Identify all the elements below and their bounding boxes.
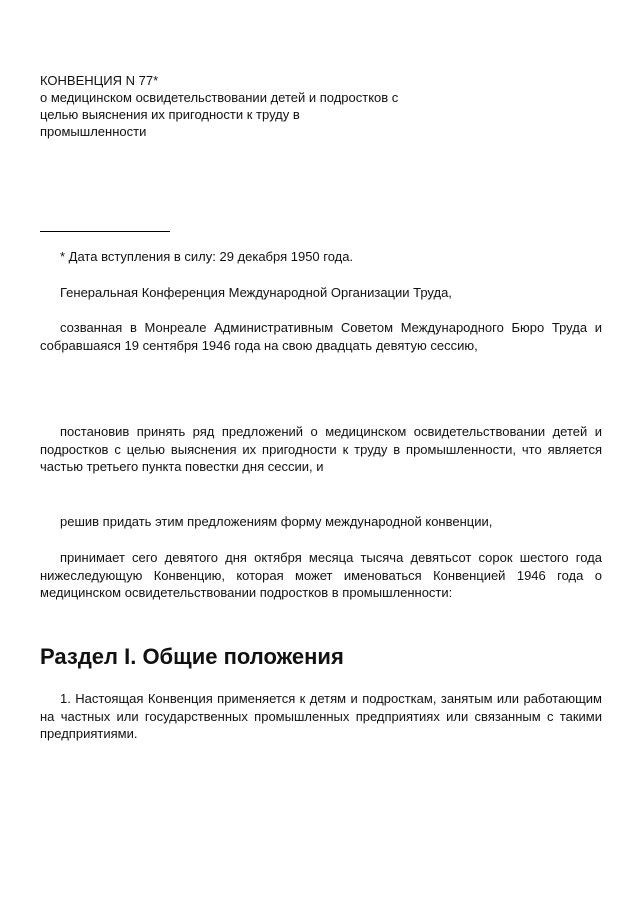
- title-line: промышленности: [40, 124, 147, 139]
- title-line: целью выяснения их пригодности к труду в: [40, 107, 300, 122]
- article-paragraph: 1. Настоящая Конвенция применяется к детям и подросткам, занятым или работающим на частных или государственных промышленных предприятиях или связанным с такими предприятиями.: [40, 691, 602, 741]
- preamble-paragraph: решив придать этим предложениям форму международной конвенции,: [60, 514, 493, 529]
- title-line: о медицинском освидетельствовании детей и подростков с: [40, 90, 399, 105]
- preamble-paragraph: Генеральная Конференция Международной Организации Труда,: [60, 285, 452, 300]
- footnote-divider: [40, 231, 170, 232]
- section-heading: Раздел I. Общие положения: [40, 644, 344, 669]
- preamble-paragraph: постановив принять ряд предложений о медицинском освидетельствовании детей и подростков с целью выяснения их пригодности к труду в промышленности, что является частью третьего пункта повестки дня сессии, и: [40, 424, 602, 474]
- footnote: * Дата вступления в силу: 29 декабря 1950 года.: [60, 249, 354, 264]
- document-title: [40, 72, 480, 140]
- title-line: КОНВЕНЦИЯ N 77*: [40, 73, 159, 88]
- preamble-paragraph: созванная в Монреале Административным Советом Международного Бюро Труда и собравшаяся 19 сентября 1946 года на свою двадцать девятую сессию,: [40, 320, 602, 353]
- preamble-paragraph: принимает сего девятого дня октября месяца тысяча девятьсот сорок шестого года нижеследующую Конвенцию, которая может именоваться Конвенцией 1946 года о медицинском освидетельствовании подростков в промышленности:: [40, 550, 602, 600]
